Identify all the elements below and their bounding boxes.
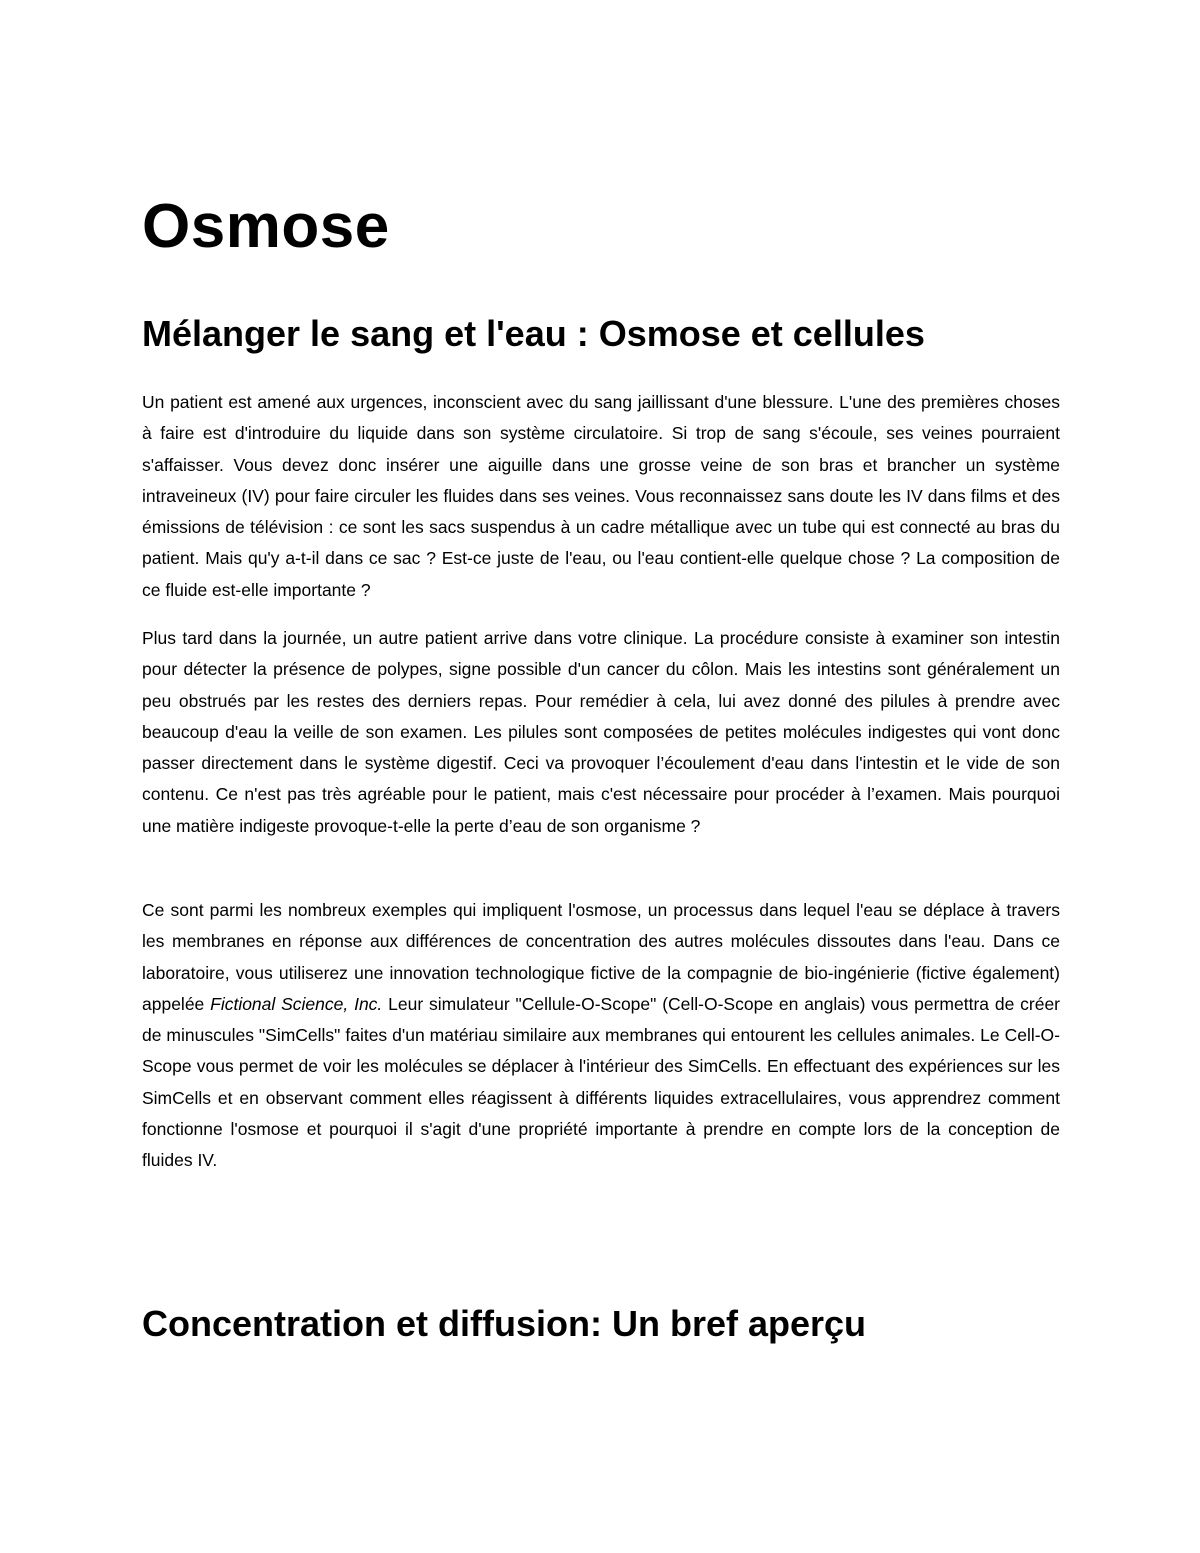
company-name-emphasis: Fictional Science, Inc.: [210, 993, 383, 1014]
section-heading-osmose-cellules: Mélanger le sang et l'eau : Osmose et cellules: [142, 313, 925, 354]
paragraph-text-after-emphasis: Leur simulateur "Cellule-O-Scope" (Cell-O-Scope en anglais) vous permettra de créer de minuscules "SimCells" faites d'un matériau similaire aux membranes qui entourent les cellules animales. Le Cell-O-Scope vous permet de voir les molécules se déplacer à l'intérieur des SimCells. En effectuant des expériences sur les SimCells et en observant comment elles réagissent à différents liquides extracellulaires, vous apprendrez comment fonctionne l'osmose et pourquoi il s'agit d'une propriété importante à prendre en compte lors de la conception de fluides IV.: [142, 993, 1061, 1171]
section-heading-concentration-diffusion: Concentration et diffusion: Un bref aperçu: [142, 1303, 867, 1344]
paragraph-clinic-patient: Plus tard dans la journée, un autre patient arrive dans votre clinique. La procédure consiste à examiner son intestin pour détecter la présence de polypes, signe possible d'un cancer du côlon. Mais les intestins sont généralement un peu obstrués par les restes des derniers repas. Pour remédier à cela, lui avez donné des pilules à prendre avec beaucoup d'eau la veille de son examen. Les pilules sont composées de petites molécules indigestes qui vont donc passer directement dans le système digestif. Ceci va provoquer l’écoulement d'eau dans l'intestin et le vide de son contenu. Ce n'est pas très agréable pour le patient, mais c'est nécessaire pour procéder à l’examen. Mais pourquoi une matière indigeste provoque-t-elle la perte d’eau de son organisme ?: [142, 628, 1060, 836]
paragraph-osmose-simcells: [142, 895, 1060, 1177]
paragraph-emergency-patient: Un patient est amené aux urgences, inconscient avec du sang jaillissant d'une blessure. L'une des premières choses à faire est d'introduire du liquide dans son système circulatoire. Si trop de sang s'écoule, ses veines pourraient s'affaisser. Vous devez donc insérer une aiguille dans une grosse veine de son bras et brancher un système intraveineux (IV) pour faire circuler les fluides dans ses veines. Vous reconnaissez sans doute les IV dans films et des émissions de télévision : ce sont les sacs suspendus à un cadre métallique avec un tube qui est connecté au bras du patient. Mais qu'y a-t-il dans ce sac ? Est-ce juste de l'eau, ou l'eau contient-elle quelque chose ? La composition de ce fluide est-elle importante ?: [142, 392, 1060, 600]
document-title: Osmose: [142, 192, 390, 261]
paragraph-text-before-emphasis: Ce sont parmi les nombreux exemples qui impliquent l'osmose, un processus dans lequel l'eau se déplace à travers les membranes en réponse aux différences de concentration des autres molécules dissoutes dans l'eau. Dans ce laboratoire, vous utiliserez une innovation technologique fictive de la compagnie de bio-ingénierie (fictive également) appelée: [142, 900, 1060, 1014]
